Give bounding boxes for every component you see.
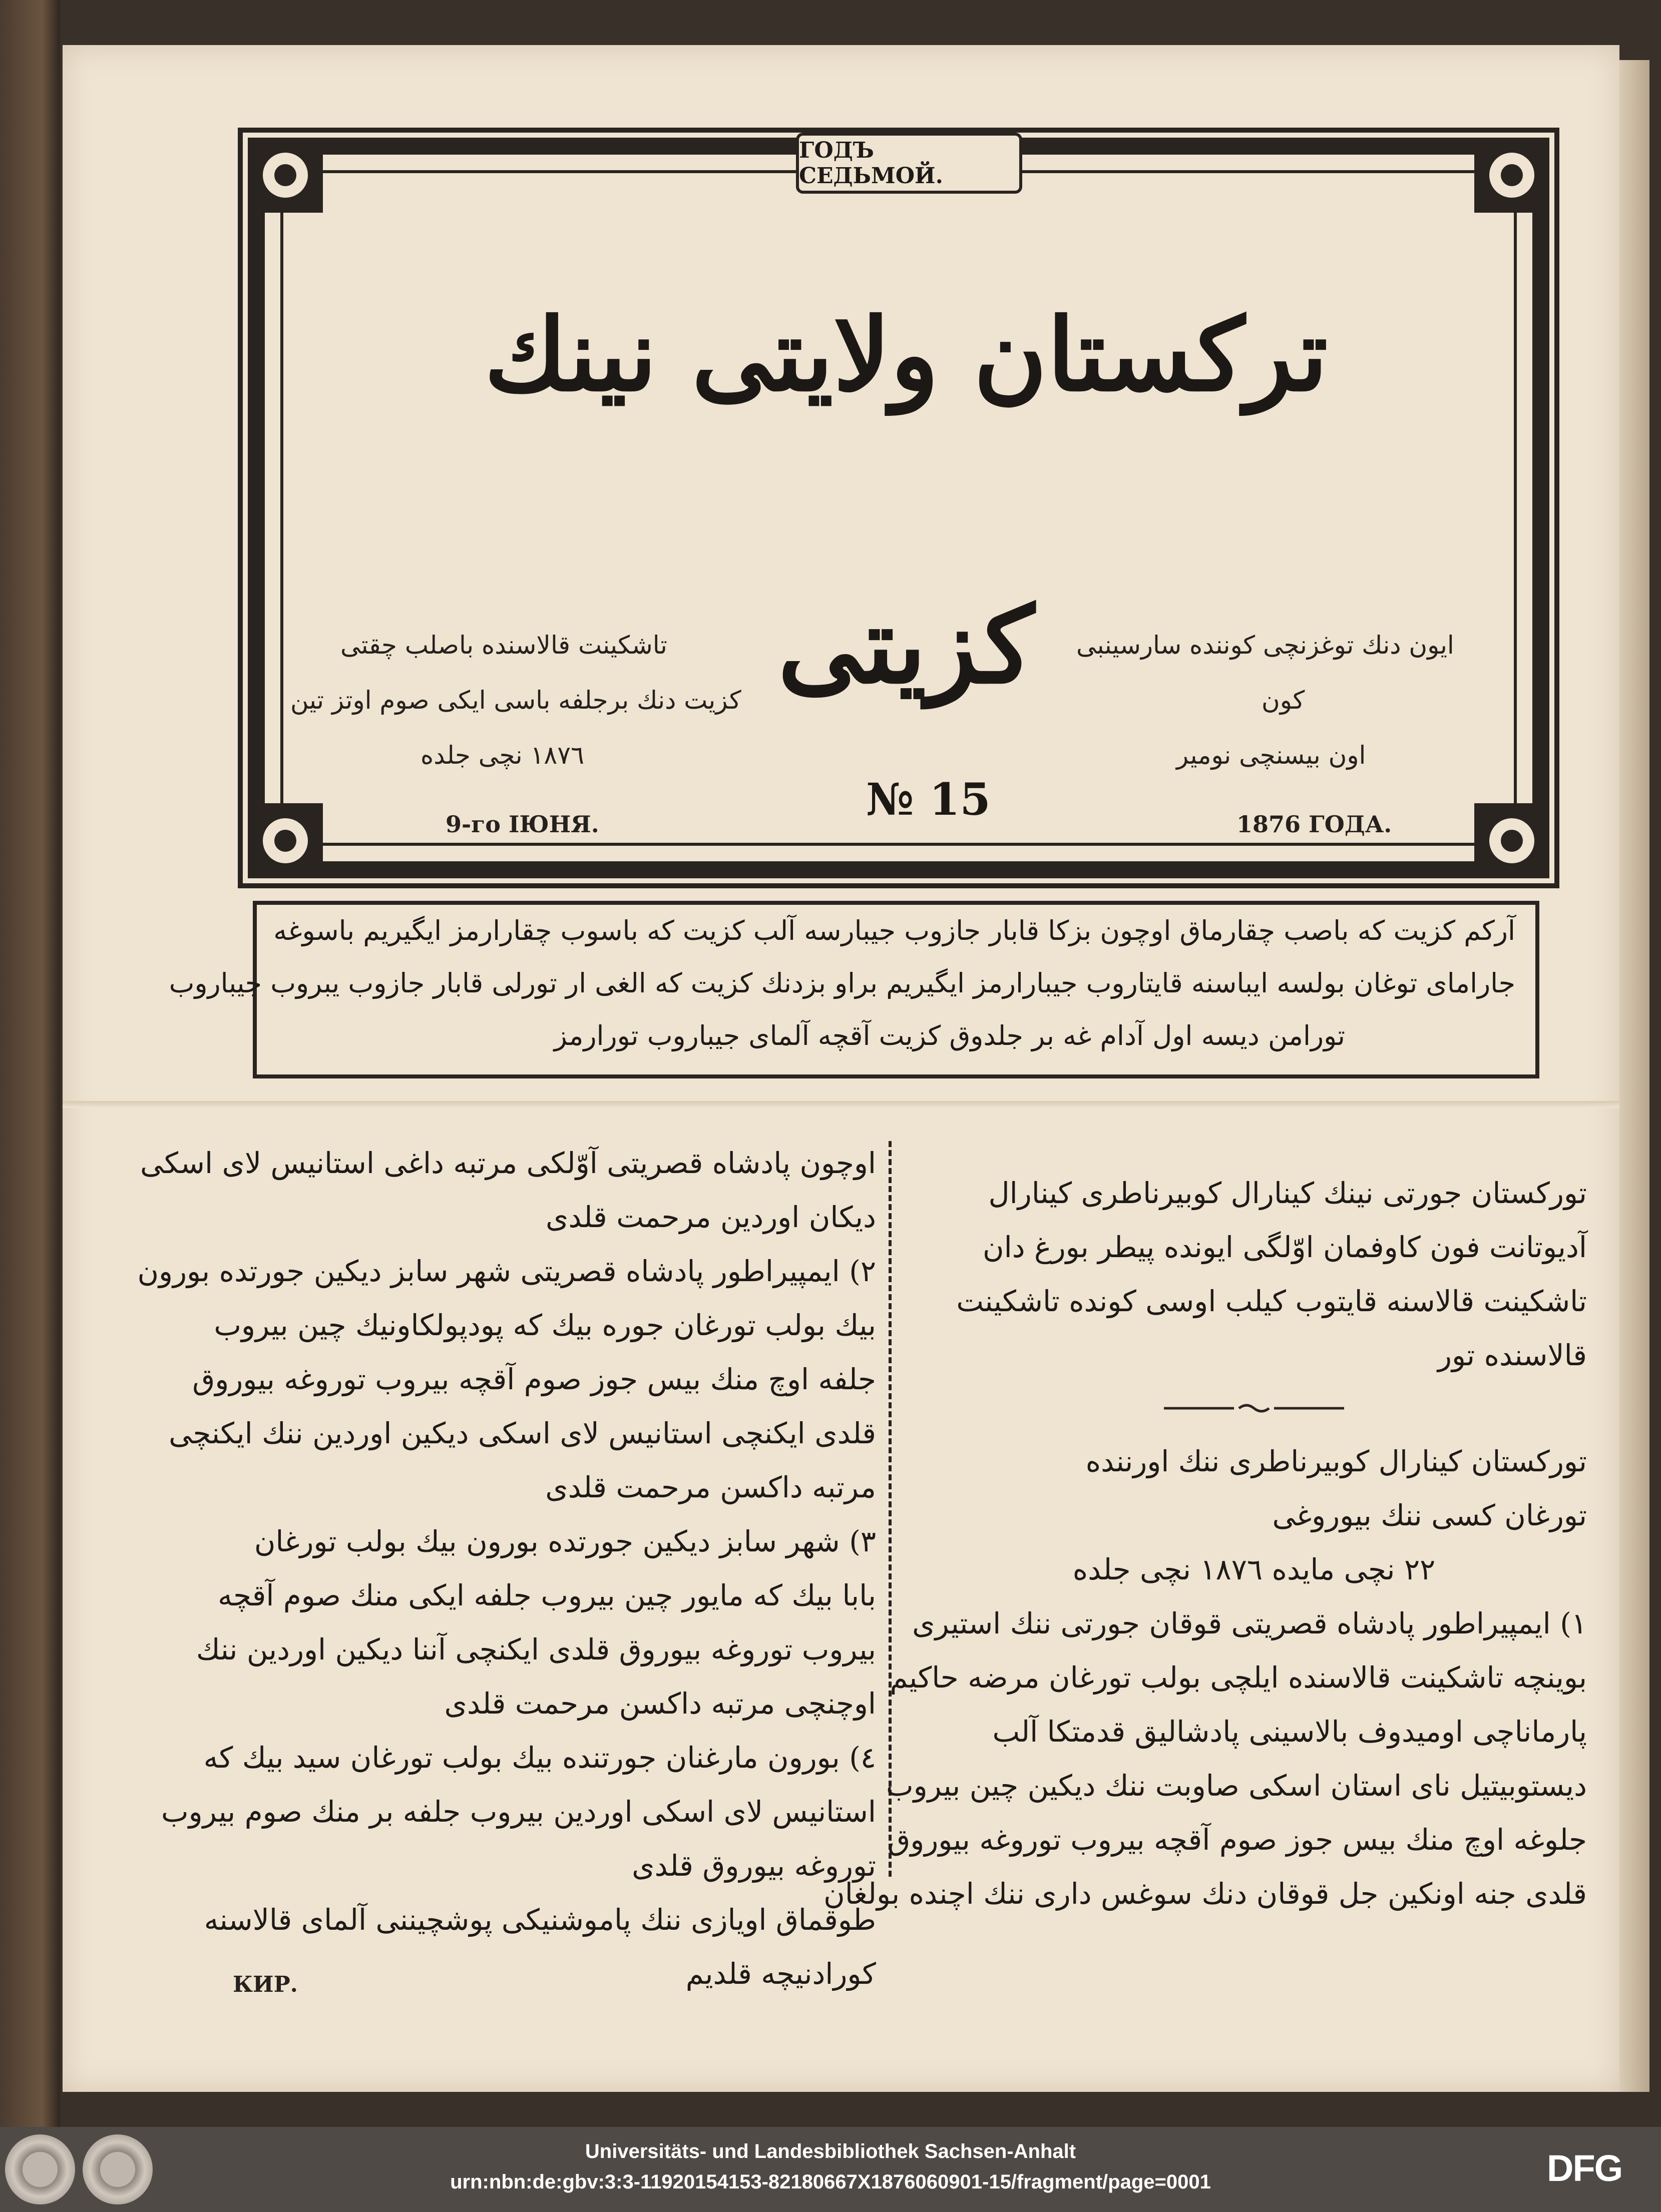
issue-year: 1876 ГОДА.	[1236, 811, 1392, 838]
text-line: آديوتانت فون كاوفمان اوّلگى ايونده پيطر بورغ دان	[983, 1230, 1587, 1264]
ornament-corner-icon	[243, 798, 328, 883]
issue-date: 9-го ІЮНЯ.	[446, 811, 599, 838]
ornament-corner-icon	[243, 133, 328, 218]
subscription-notice	[169, 901, 1539, 1078]
text-line: ٢) ايمپيراطور پادشاه قصريتى شهر سابز ديكين جورتده بورون	[137, 1254, 876, 1288]
text-line: بيروب توروغه بيوروق قلدى ايكنچى آننا ديكين اوردين ننك	[196, 1632, 876, 1667]
left-column	[137, 1136, 876, 2001]
right-info-line: كون	[1262, 686, 1305, 715]
notice-line: آركم كزيت كه باصب چقارماق اوچون بزكا قابار جازوب جيبارسه آلب كزيت كه باسوب چقارارمز ايگيريم باسوغه	[273, 915, 1515, 946]
text-line: طوقماق اويازى ننك پاموشنيكى پوشچيننى آلماى قالاسنه	[204, 1903, 876, 1937]
text-line: ٤) بورون مارغنان جورتنده بيك بولب تورغان سيد بيك كه	[203, 1741, 876, 1775]
text-line: اوچون پادشاه قصريتى آوّلكى مرتبه داغى استانيس لاى اسكى	[140, 1146, 876, 1180]
right-column	[823, 1136, 1587, 1921]
text-line: ديستوبيتيل نای استان اسكى صاوبت ننك ديكين چين بيروب	[886, 1769, 1587, 1803]
urn-link[interactable]: urn:nbn:de:gbv:3:3-11920154153-82180667X1876060901-15/fragment/page=0001	[450, 2171, 1211, 2193]
book-spine	[0, 0, 60, 2127]
library-banner	[0, 2127, 1661, 2212]
text-line: اوچنچى مرتبه داكسن مرحمت قلدى	[444, 1687, 876, 1721]
page-edge	[1619, 60, 1649, 2092]
text-line: ١) ايمپيراطور پادشاه قصريتى قوقان جورتى ننك استيرى	[912, 1606, 1587, 1640]
text-line: تاشكينت قالاسنه قايتوب كيلب اوسى كونده تاشكينت	[956, 1284, 1587, 1318]
text-line: قلدى ايكنچى استانيس لاى اسكى ديكين اوردين ننك ايكنچى	[169, 1416, 876, 1450]
notice-line: جارامای توغان بولسه ايباسنه قايتاروب جيبارارمز ايگيريم براو بزدنك كزيت كه الغى ار تورلى قابار جازوب يبروب جيباروب	[169, 967, 1515, 999]
left-info-line: ١٨٧٦ نچى جلده	[421, 741, 584, 770]
year-label: ГОДЪ СЕДЬМОЙ.	[796, 133, 1022, 194]
text-line: توروغه بيوروق قلدى	[632, 1849, 876, 1883]
text-line: جلوغه اوچ منك بيس جوز صوم آقچه بيروب توروغه بيوروق	[888, 1823, 1587, 1857]
text-line: بابا بيك كه مايور چين بيروب جلفه ايكى منك صوم آقچه	[218, 1578, 876, 1612]
ornament-corner-icon	[1469, 133, 1554, 218]
notice-line: تورامن ديسه اول آدام غه بر جلدوق كزيت آقچه آلماى جيباروب تورارمز	[554, 1020, 1345, 1051]
left-info-line: تاشكينت قالاسنده باصلب چقتى	[340, 631, 667, 660]
dfg-logo: DFG	[1547, 2147, 1622, 2189]
text-line: ٣) شهر سابز ديكين جورتده بورون بيك بولب تورغان	[254, 1524, 876, 1558]
section-heading: تورغان كسى ننك بيوروغى	[1272, 1498, 1587, 1532]
section-date: ٢٢ نچى مايده ١٨٧٦ نچى جلده	[1072, 1552, 1436, 1586]
text-line: ديكان اوردين مرحمت قلدى	[545, 1200, 876, 1234]
section-divider-icon	[1159, 1402, 1349, 1414]
text-line: بيك بولب تورغان جوره بيك كه پودپولكاونيك چين بيروب	[214, 1308, 876, 1342]
newspaper-title-sub: كزيتى	[777, 584, 1035, 707]
text-line: جلفه اوچ منك بيس جوز صوم آقچه بيروب توروغه بيوروق	[192, 1362, 876, 1396]
text-line: توركستان جورتى نينك كينارال كوبيرناطرى كينارال	[988, 1176, 1587, 1210]
text-line: بوينچه تاشكينت قالاسنده ايلچى بولب تورغان مرضه حاكيم	[890, 1661, 1587, 1695]
section-heading: توركستان كينارال كوبيرناطرى ننك اورننده	[1085, 1444, 1587, 1478]
right-info-line: اون بيسنچى نومير	[1176, 741, 1366, 770]
library-name: Universitäts- und Landesbibliothek Sachsen-Anhalt	[585, 2140, 1076, 2162]
issue-number: № 15	[866, 773, 991, 825]
text-line: مرتبه داكسن مرحمت قلدى	[545, 1470, 876, 1504]
text-line: پارماناچى اوميدوف بالاسينى پادشاليق قدمتكا آلب	[992, 1715, 1587, 1749]
ornament-corner-icon	[1469, 798, 1554, 883]
page-fold	[63, 1101, 1619, 1108]
newspaper-title: تركستان ولايتى نينك	[484, 296, 1328, 414]
text-line: كورادنيچه قلديم	[685, 1957, 876, 1991]
left-info-line: كزيت دنك برجلفه باسى ايكى صوم اوتز تين	[290, 686, 741, 715]
printer-mark: КИР.	[233, 1972, 298, 1997]
text-line: قالاسنده تور	[1438, 1338, 1587, 1372]
text-line: قلدى جنه اونكين جل قوقان دنك سوغس دارى ننك اچنده بولغان	[823, 1877, 1587, 1911]
text-line: استانيس لاى اسكى اوردين بيروب جلفه بر منك صوم بيروب	[161, 1795, 876, 1829]
right-info-line: ايون دنك توغزنچى كوننده سارسينبى	[1076, 631, 1454, 660]
